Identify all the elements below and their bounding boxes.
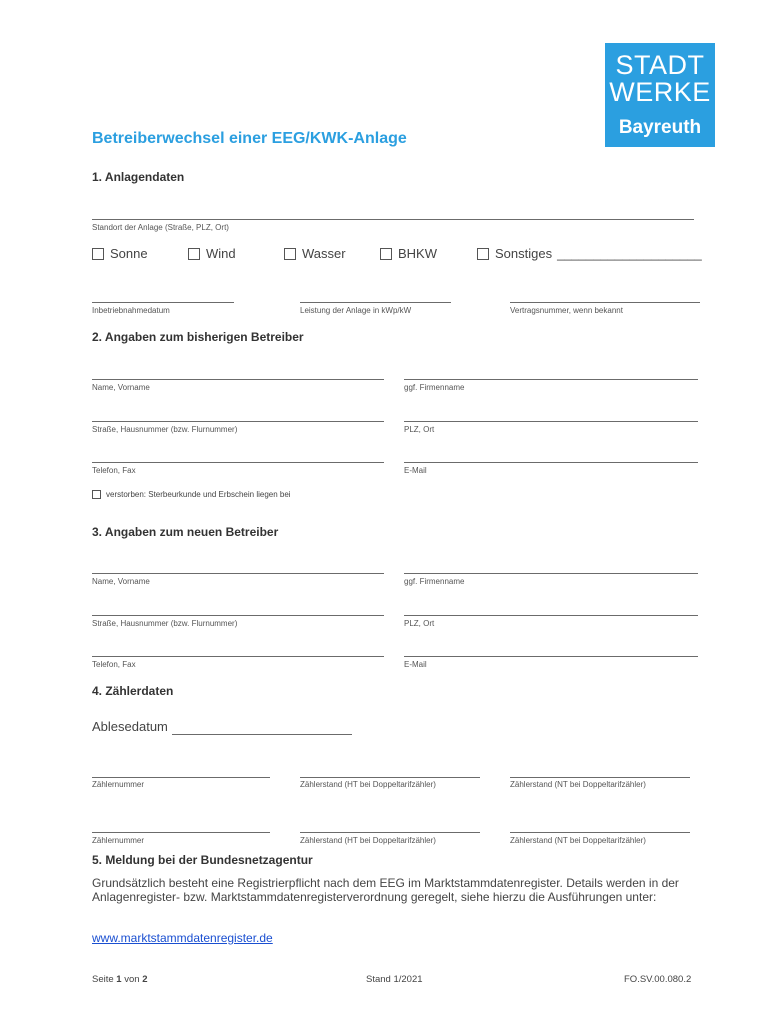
ht-field-1[interactable] — [300, 777, 480, 778]
vertrag-label: Vertragsnummer, wenn bekannt — [510, 306, 623, 315]
s3-email-label: E-Mail — [404, 660, 427, 669]
checkbox-icon — [92, 490, 101, 499]
standort-field[interactable] — [92, 219, 694, 220]
option-wasser-label: Wasser — [302, 246, 346, 261]
stand-label: Stand 1/2021 — [366, 974, 423, 985]
ht-field-2[interactable] — [300, 832, 480, 833]
checkbox-bhkw[interactable] — [380, 246, 437, 261]
page-indicator — [92, 974, 148, 985]
checkbox-icon — [284, 248, 296, 260]
s2-strasse-label: Straße, Hausnummer (bzw. Flurnummer) — [92, 425, 238, 434]
checkbox-wind[interactable] — [188, 246, 236, 261]
s3-telefon-field[interactable] — [92, 656, 384, 657]
checkbox-verstorben[interactable] — [92, 490, 291, 499]
form-title: Betreiberwechsel einer EEG/KWK-Anlage — [92, 130, 407, 147]
s3-telefon-label: Telefon, Fax — [92, 660, 136, 669]
registrierpflicht-text: Grundsätzlich besteht eine Registrierpflicht nach dem EEG im Marktstammdatenregister. Details werden in der Anlagenregister- bzw. Marktstammdatenregisterverordnung geregelt, siehe hierzu die Ausführungen unter: — [92, 876, 679, 904]
checkbox-wasser[interactable] — [284, 246, 346, 261]
option-sonne-label: Sonne — [110, 246, 148, 261]
s2-firma-label: ggf. Firmenname — [404, 383, 465, 392]
s2-firma-field[interactable] — [404, 379, 698, 380]
s2-plz-label: PLZ, Ort — [404, 425, 435, 434]
s2-email-label: E-Mail — [404, 466, 427, 475]
s3-strasse-field[interactable] — [92, 615, 384, 616]
checkbox-sonstiges[interactable] — [477, 246, 702, 261]
marktstammdatenregister-link[interactable]: www.marktstammdatenregister.de — [92, 931, 273, 945]
section1-heading: 1. Anlagendaten — [92, 170, 185, 184]
s3-name-label: Name, Vorname — [92, 577, 150, 586]
s3-firma-field[interactable] — [404, 573, 698, 574]
total-pages: 2 — [142, 974, 148, 985]
nt-label-2: Zählerstand (NT bei Doppeltarifzähler) — [510, 836, 646, 845]
checkbox-icon — [477, 248, 489, 260]
form-code: FO.SV.00.080.2 — [624, 974, 692, 985]
checkbox-sonne[interactable] — [92, 246, 148, 261]
s2-plz-field[interactable] — [404, 421, 698, 422]
s3-plz-label: PLZ, Ort — [404, 619, 435, 628]
logo-line3: Bayreuth — [618, 117, 702, 138]
s3-firma-label: ggf. Firmenname — [404, 577, 465, 586]
s2-telefon-label: Telefon, Fax — [92, 466, 136, 475]
checkbox-icon — [380, 248, 392, 260]
s2-strasse-field[interactable] — [92, 421, 384, 422]
s2-name-label: Name, Vorname — [92, 383, 150, 392]
s3-name-field[interactable] — [92, 573, 384, 574]
stadtwerke-logo — [605, 43, 715, 147]
leistung-field[interactable] — [300, 302, 451, 303]
option-bhkw-label: BHKW — [398, 246, 437, 261]
zaehlernummer-field-2[interactable] — [92, 832, 270, 833]
zaehlernummer-label-1: Zählernummer — [92, 780, 145, 789]
inbetrieb-label: Inbetriebnahmedatum — [92, 306, 170, 315]
checkbox-icon — [92, 248, 104, 260]
current-page: 1 — [116, 974, 122, 985]
seite-label: Seite — [92, 974, 114, 985]
sonstiges-blank[interactable]: ____________________ — [557, 246, 702, 261]
logo-line1: STADT — [615, 50, 705, 80]
verstorben-label: verstorben: Sterbeurkunde und Erbschein liegen bei — [106, 490, 291, 499]
leistung-label: Leistung der Anlage in kWp/kW — [300, 306, 412, 315]
section2-heading: 2. Angaben zum bisherigen Betreiber — [92, 330, 304, 344]
section3-heading: 3. Angaben zum neuen Betreiber — [92, 525, 279, 539]
s2-email-field[interactable] — [404, 462, 698, 463]
standort-label: Standort der Anlage (Straße, PLZ, Ort) — [92, 223, 229, 232]
ht-label-2: Zählerstand (HT bei Doppeltarifzähler) — [300, 836, 436, 845]
option-sonstiges-label: Sonstiges — [495, 246, 553, 261]
vertrag-field[interactable] — [510, 302, 700, 303]
s2-name-field[interactable] — [92, 379, 384, 380]
checkbox-icon — [188, 248, 200, 260]
option-wind-label: Wind — [206, 246, 236, 261]
ablesedatum-field[interactable] — [172, 734, 352, 735]
section5-heading: 5. Meldung bei der Bundesnetzagentur — [92, 853, 313, 867]
s3-plz-field[interactable] — [404, 615, 698, 616]
s3-email-field[interactable] — [404, 656, 698, 657]
nt-field-2[interactable] — [510, 832, 690, 833]
ablesedatum-label: Ablesedatum — [92, 719, 168, 734]
logo-line2: WERKE — [609, 77, 711, 107]
inbetrieb-field[interactable] — [92, 302, 234, 303]
s2-telefon-field[interactable] — [92, 462, 384, 463]
nt-label-1: Zählerstand (NT bei Doppeltarifzähler) — [510, 780, 646, 789]
ht-label-1: Zählerstand (HT bei Doppeltarifzähler) — [300, 780, 436, 789]
zaehlernummer-label-2: Zählernummer — [92, 836, 145, 845]
section4-heading: 4. Zählerdaten — [92, 684, 174, 698]
von-label: von — [124, 974, 140, 985]
zaehlernummer-field-1[interactable] — [92, 777, 270, 778]
s3-strasse-label: Straße, Hausnummer (bzw. Flurnummer) — [92, 619, 238, 628]
nt-field-1[interactable] — [510, 777, 690, 778]
